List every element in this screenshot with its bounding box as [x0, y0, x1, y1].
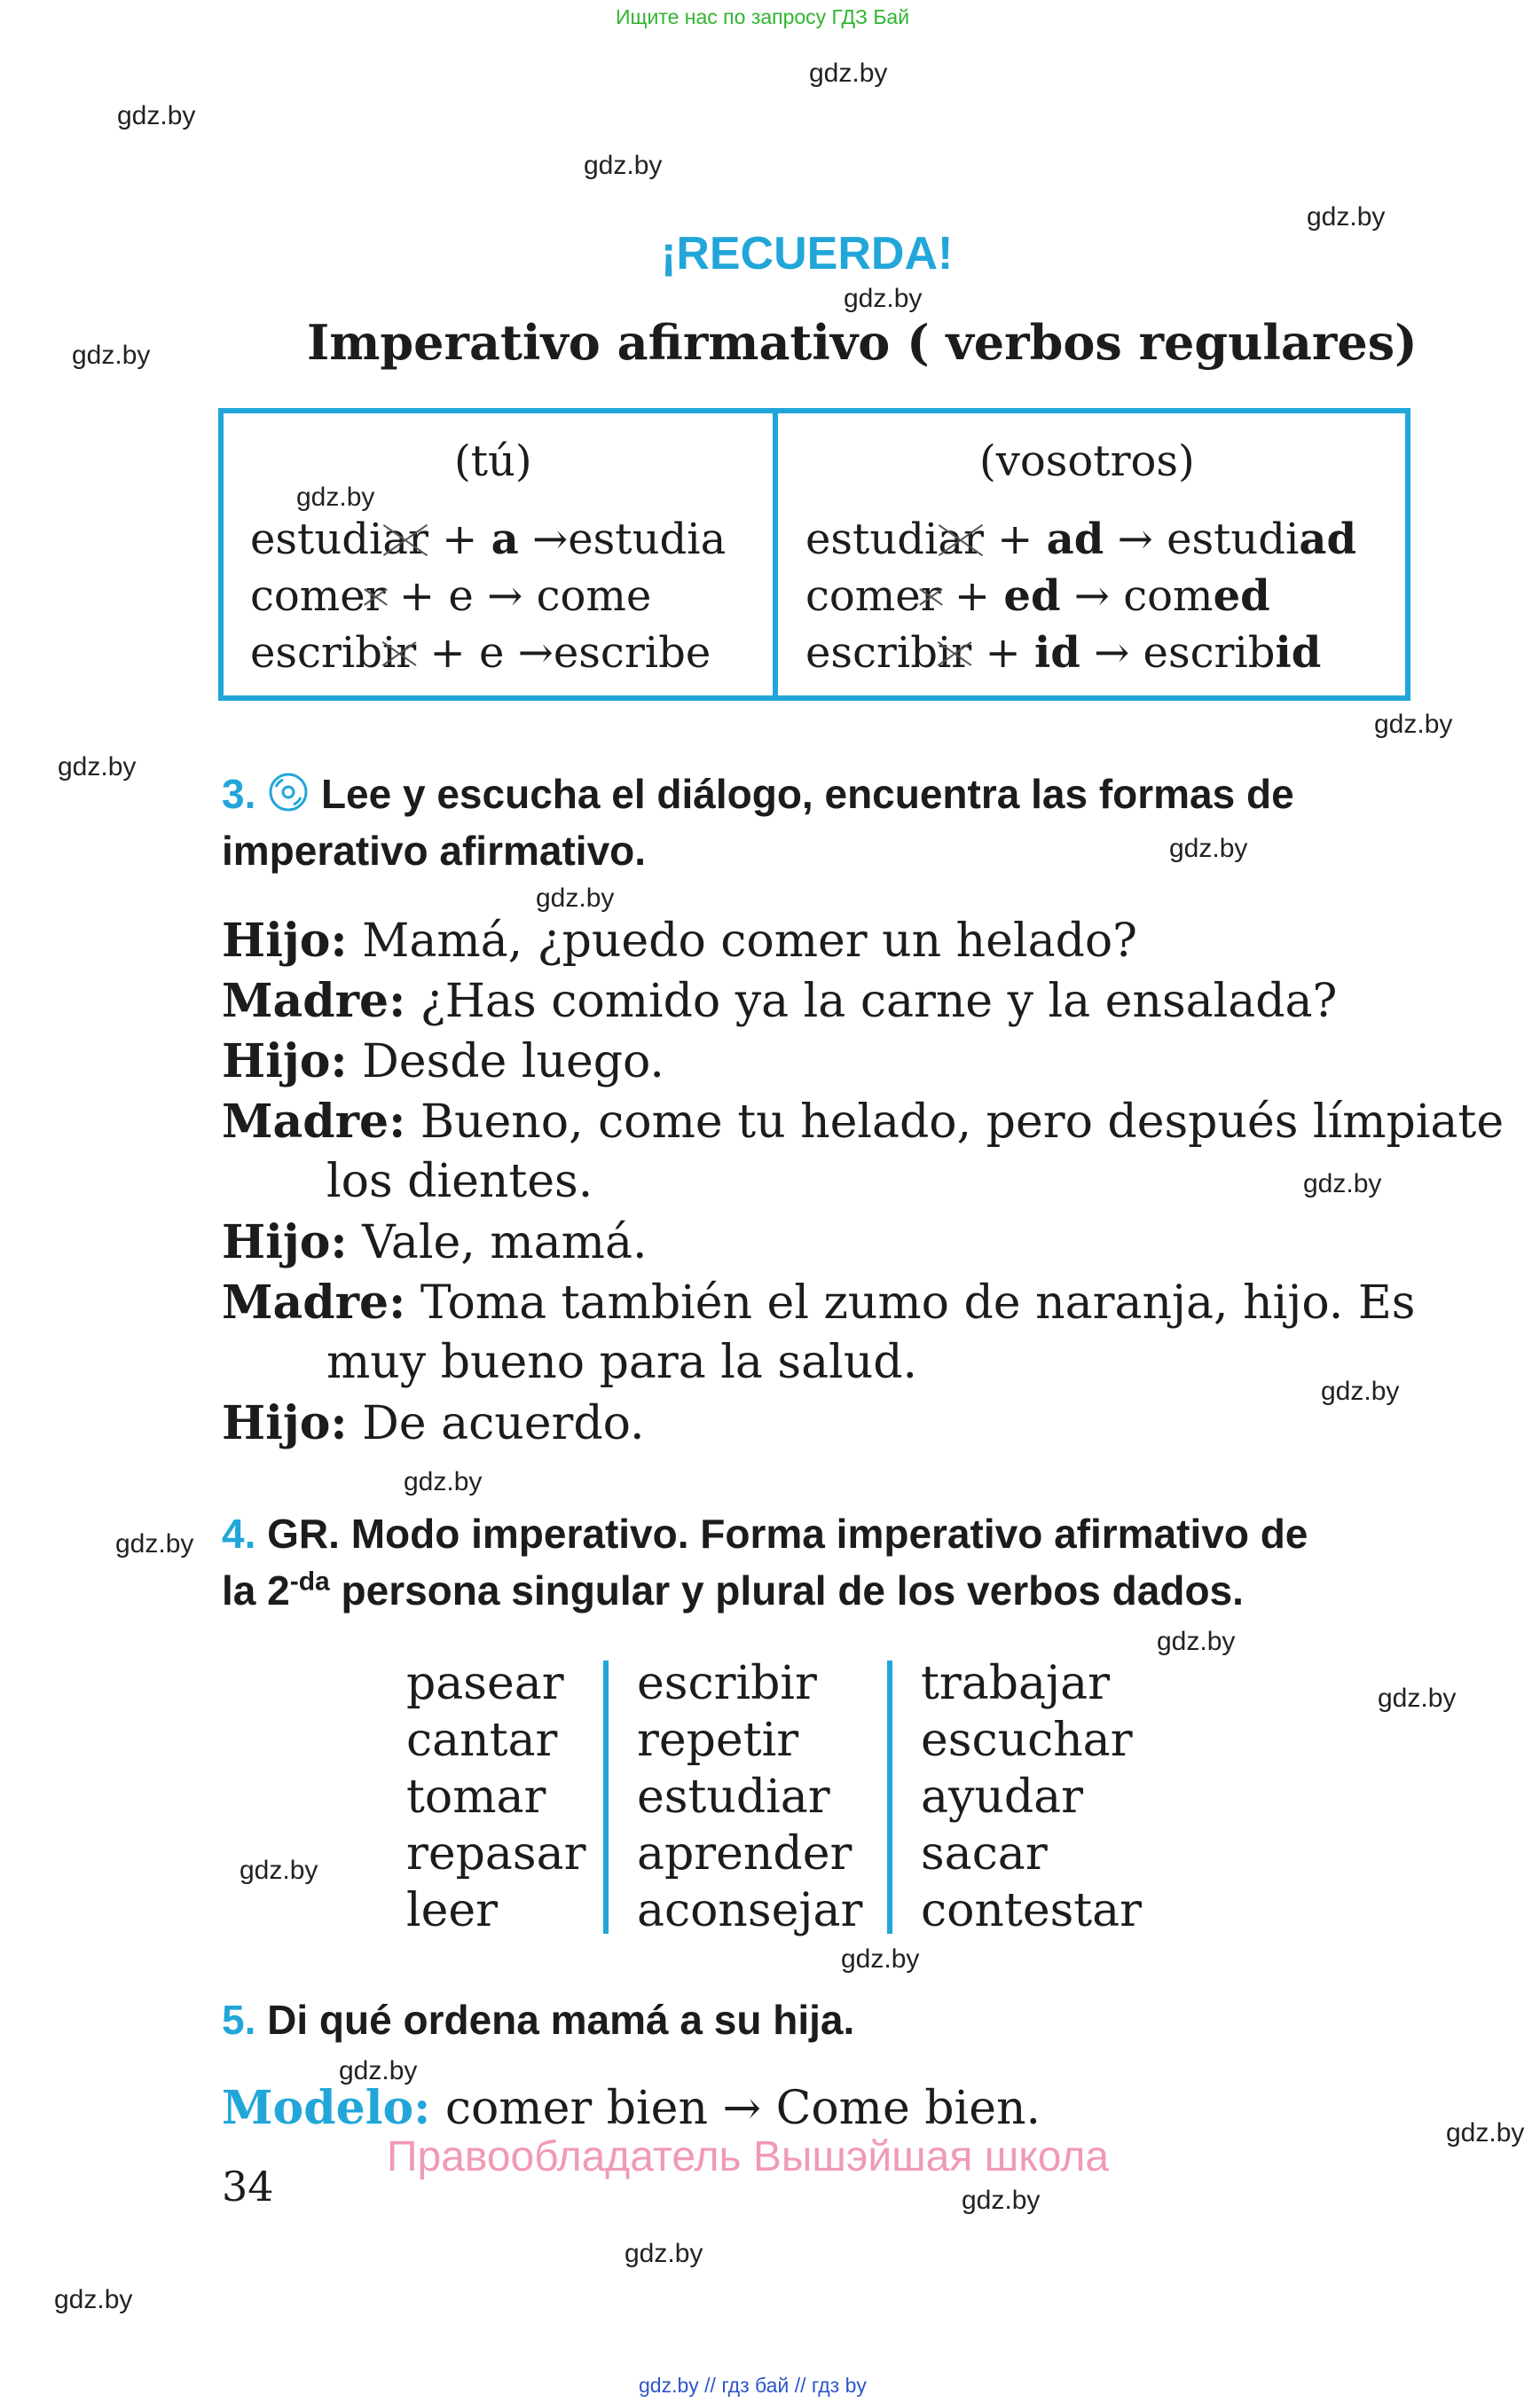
- verb-column: [921, 1655, 1142, 1939]
- watermark: gdz.by: [58, 752, 137, 781]
- watermark: gdz.by: [296, 483, 375, 512]
- dialogue-line: Madre: ¿Has comido ya la carne y la ensalada?: [222, 974, 1338, 1028]
- verb-item: aconsejar: [637, 1884, 863, 1937]
- watermark: gdz.by: [1307, 202, 1386, 232]
- vosotros-header: (vosotros): [979, 436, 1195, 486]
- page-number: 34: [222, 2163, 274, 2211]
- verb-item: pasear: [406, 1657, 564, 1710]
- tu-row: estudiar + a →estudia: [250, 514, 727, 564]
- watermark: gdz.by: [584, 151, 663, 180]
- watermark: gdz.by: [844, 284, 923, 313]
- model-line: Modelo: comer bien → Come bien.: [222, 2081, 1041, 2135]
- watermark: gdz.by: [117, 101, 196, 130]
- dialogue-continuation: muy bueno para la salud.: [326, 1336, 918, 1389]
- verb-item: ayudar: [921, 1771, 1084, 1824]
- watermark: gdz.by: [1157, 1627, 1236, 1656]
- exercise4-heading-line2: la $2^{-da}$ persona singular y plural de los verbos dados.: [222, 1567, 1244, 1614]
- rule-title: Imperativo afirmativo ( verbos regulares): [307, 314, 1418, 371]
- watermark: gdz.by: [72, 341, 151, 370]
- verb-item: repetir: [637, 1714, 799, 1767]
- verb-item: escribir: [637, 1657, 817, 1710]
- verb-item: contestar: [921, 1884, 1143, 1937]
- watermark: gdz.by: [1374, 710, 1453, 739]
- watermark: gdz.by: [841, 1944, 920, 1974]
- column-divider: [887, 1661, 892, 1934]
- verb-item: leer: [406, 1884, 499, 1937]
- exercise3-heading-line2: imperativo afirmativo.: [222, 828, 647, 874]
- exercise4-heading: 4. GR. Modo imperativo. Forma imperativo afirmativo de: [222, 1511, 1308, 1557]
- dialogue-line: Madre: Toma también el zumo de naranja, hijo. Es: [222, 1276, 1416, 1330]
- watermark: gdz.by: [536, 883, 615, 913]
- vosotros-row: comer + ed → comed: [805, 571, 1270, 621]
- tu-row: escribir + e →escribe: [250, 628, 711, 678]
- top-notice: Ищите нас по запросу ГДЗ Бай: [616, 5, 910, 28]
- verb-column: [406, 1655, 585, 1939]
- verb-item: trabajar: [921, 1657, 1111, 1710]
- exercise3-heading: 3. Lee y escucha el diálogo, encuentra las formas de: [222, 770, 1294, 823]
- verb-column: [637, 1655, 862, 1939]
- watermark: gdz.by: [115, 1529, 194, 1559]
- dialogue-line: Hijo: De acuerdo.: [222, 1396, 645, 1450]
- watermark: gdz.by: [809, 59, 888, 88]
- dialogue-continuation: los dientes.: [326, 1155, 593, 1208]
- verb-item: sacar: [921, 1827, 1048, 1881]
- verb-item: tomar: [406, 1771, 546, 1824]
- watermark: gdz.by: [962, 2186, 1041, 2215]
- copyright-notice: Правообладатель Вышэйшая школа: [387, 2133, 1110, 2180]
- vosotros-row: estudiar + ad → estudiad: [805, 514, 1357, 564]
- watermark: gdz.by: [54, 2285, 133, 2314]
- watermark: gdz.by: [1169, 834, 1248, 863]
- watermark: gdz.by: [339, 2056, 418, 2085]
- watermark: gdz.by: [240, 1856, 318, 1885]
- watermark: gdz.by: [1446, 2118, 1525, 2148]
- dialogue-line: Hijo: Mamá, ¿puedo comer un helado?: [222, 914, 1138, 968]
- watermark: gdz.by: [1378, 1684, 1457, 1713]
- verb-item: escuchar: [921, 1714, 1133, 1767]
- column-divider: [603, 1661, 609, 1934]
- verb-item: repasar: [406, 1827, 586, 1881]
- watermark: gdz.by: [404, 1467, 483, 1496]
- audio-cd-icon: [267, 771, 310, 823]
- dialogue-line: Madre: Bueno, come tu helado, pero después límpiate: [222, 1095, 1505, 1149]
- tu-header: (tú): [454, 436, 532, 486]
- vosotros-row: escribir + id → escribid: [805, 628, 1322, 678]
- verb-item: cantar: [406, 1714, 558, 1767]
- watermark: gdz.by: [625, 2239, 703, 2268]
- dialogue-line: Hijo: Desde luego.: [222, 1034, 664, 1088]
- verb-item: estudiar: [637, 1771, 830, 1824]
- exercise5-heading: 5. Di qué ordena mamá a su hija.: [222, 1997, 855, 2043]
- watermark: gdz.by: [1303, 1169, 1382, 1198]
- dialogue-line: Hijo: Vale, mamá.: [222, 1215, 648, 1269]
- recuerda-title: ¡RECUERDA!: [661, 228, 954, 279]
- tu-row: comer + e → come: [250, 571, 652, 621]
- watermark: gdz.by: [1321, 1377, 1400, 1406]
- table-divider: [773, 408, 778, 701]
- verb-item: aprender: [637, 1827, 852, 1881]
- footer-links[interactable]: gdz.by // гдз бай // гдз by: [639, 2374, 867, 2397]
